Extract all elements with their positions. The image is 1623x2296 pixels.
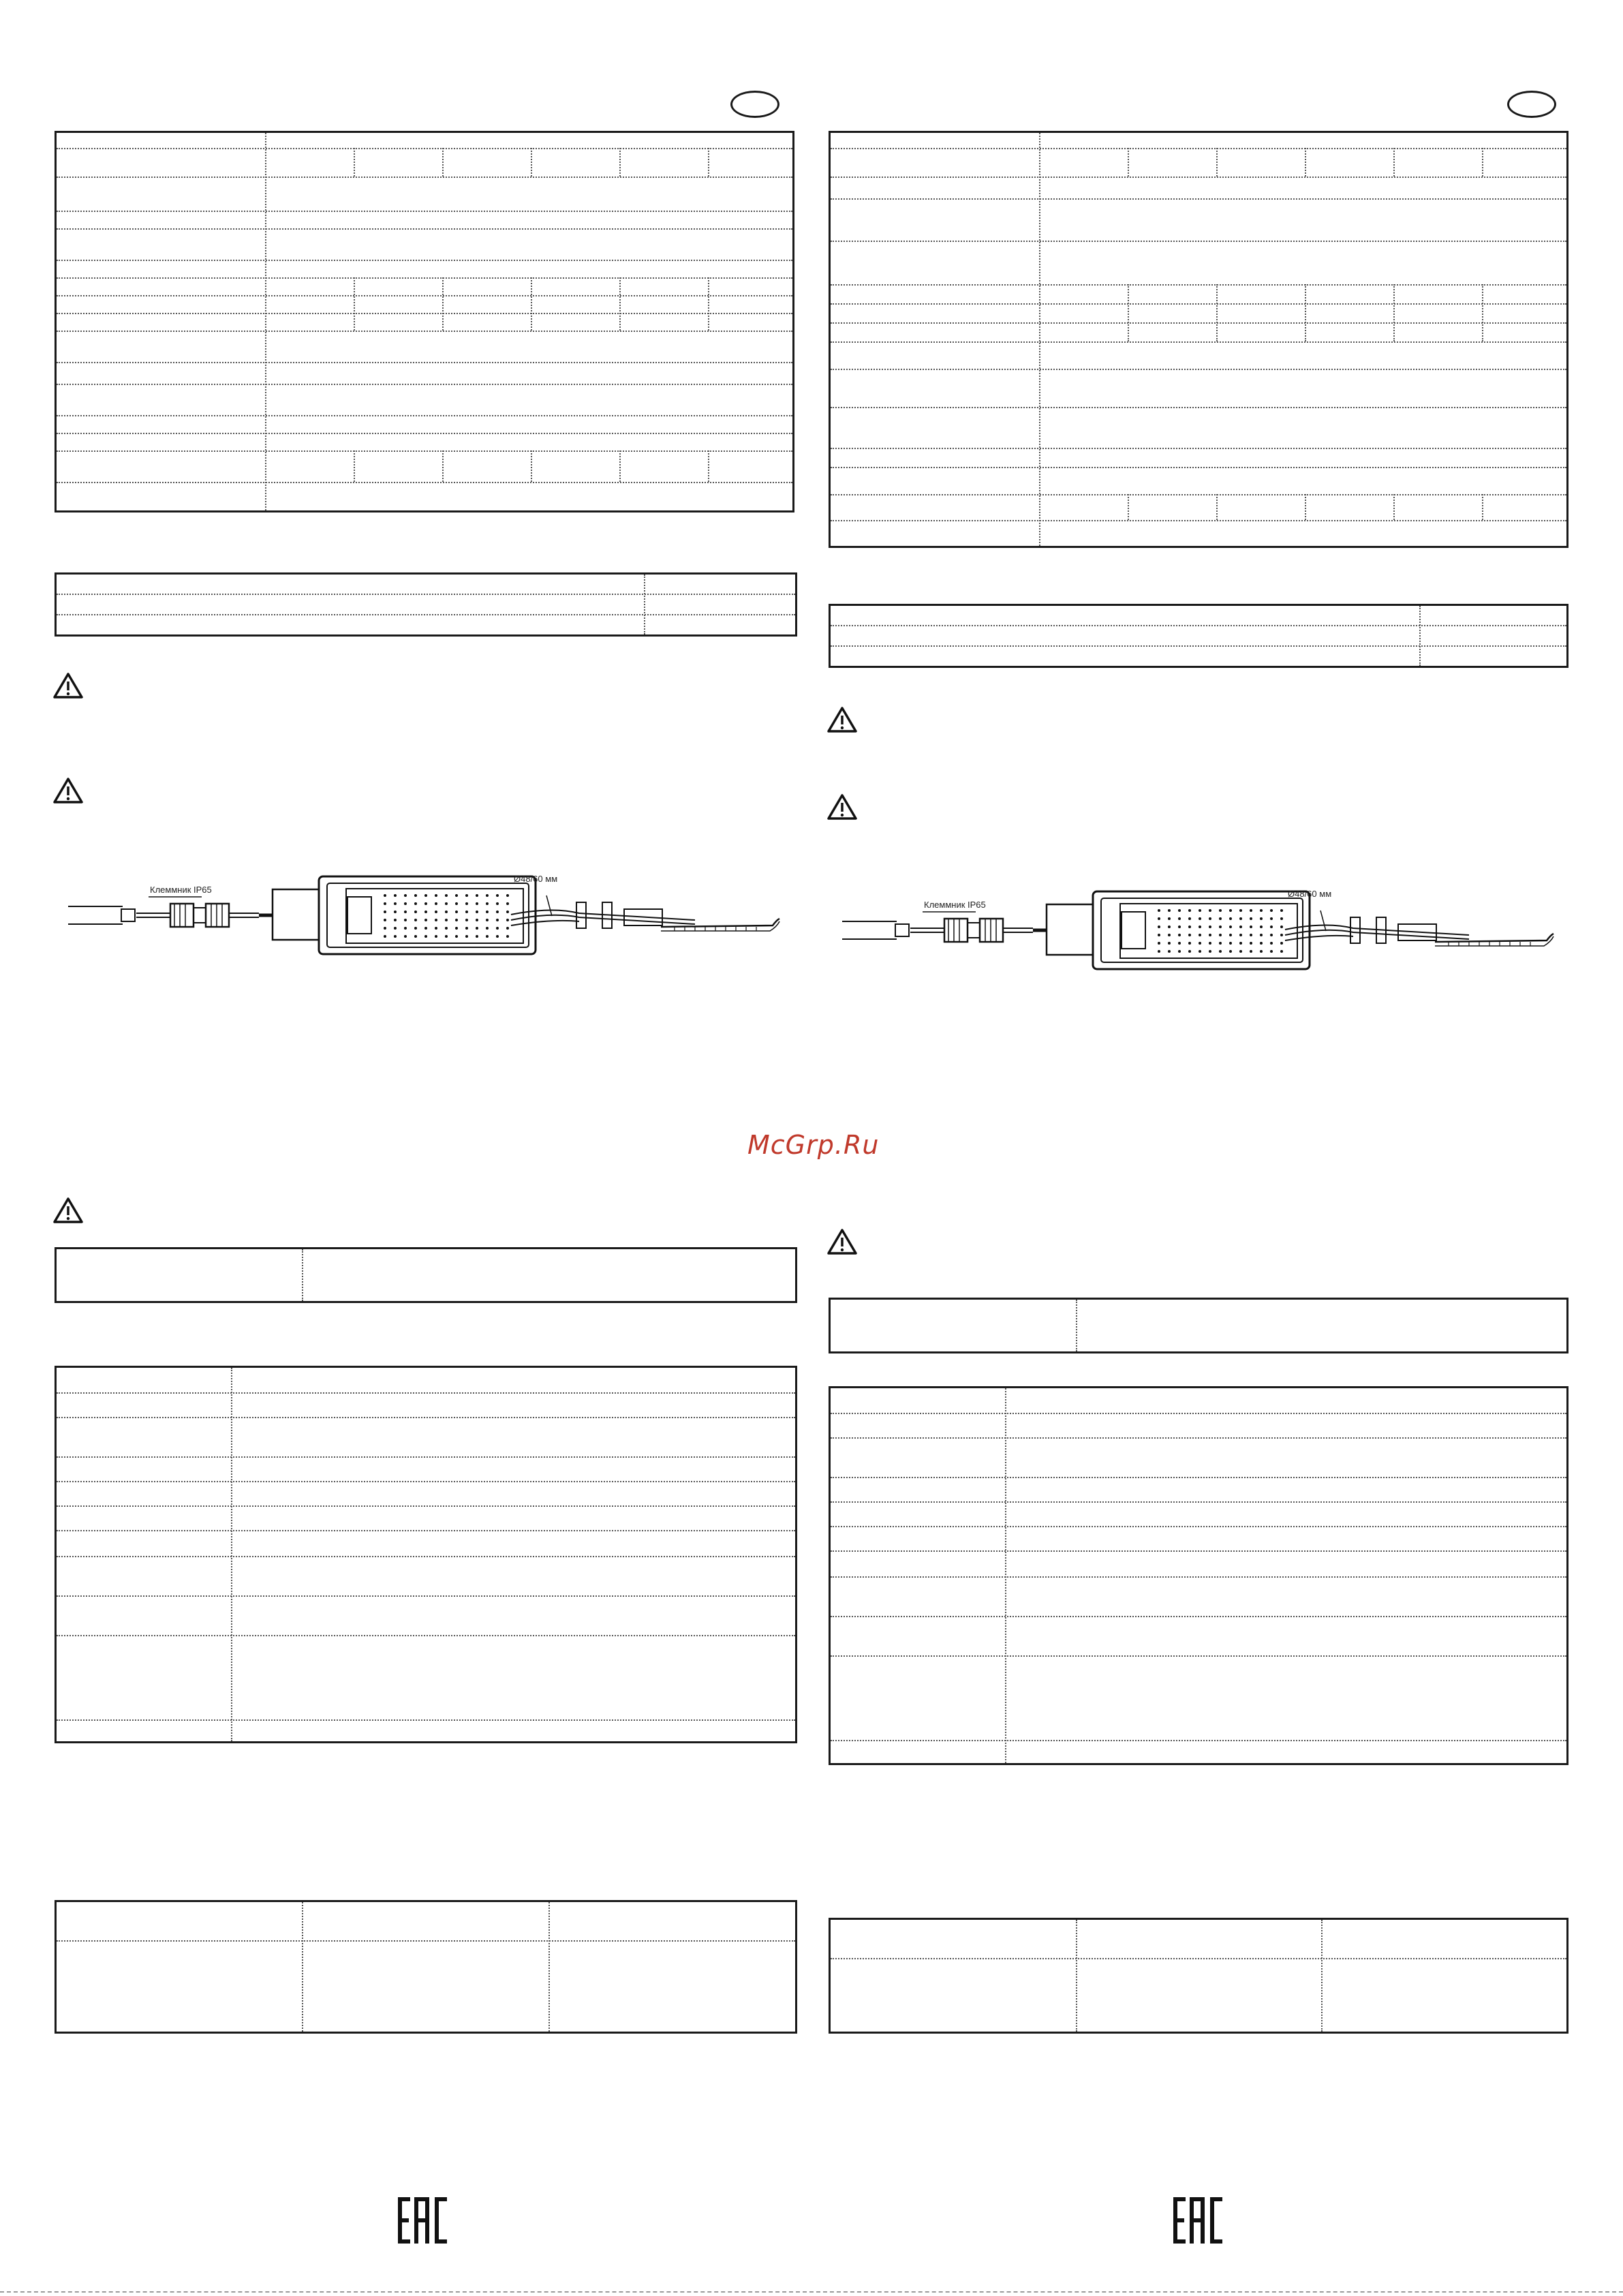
eac-mark-icon [398, 2197, 448, 2244]
warning-triangle-icon [827, 1228, 857, 1255]
bottom-cut-line [0, 2291, 1623, 2293]
eac-mark-icon [1173, 2197, 1224, 2244]
language-badge-left [730, 91, 779, 118]
warranty-table-left [55, 1247, 797, 1303]
stamp-table-left [55, 1900, 797, 2034]
warranty-table-right [829, 1298, 1568, 1353]
spec-table-right [829, 131, 1568, 548]
installation-diagram-left [61, 872, 797, 961]
warning-triangle-icon [827, 793, 857, 821]
language-badge-right [1507, 91, 1556, 118]
installation-diagram-right [835, 887, 1571, 976]
diameter-label: Ø48/60 мм [514, 874, 558, 884]
service-table-left [55, 1366, 797, 1743]
spec-table-left [55, 131, 794, 512]
watermark: McGrp.Ru [747, 1130, 880, 1160]
clamp-label: Клеммник IP65 [150, 885, 212, 895]
service-table-right [829, 1386, 1568, 1765]
package-table-right [829, 604, 1568, 668]
package-table-left [55, 572, 797, 637]
warning-triangle-icon [827, 706, 857, 733]
clamp-label: Клеммник IP65 [924, 900, 986, 910]
diameter-label: Ø48/60 мм [1288, 889, 1332, 899]
warning-triangle-icon [53, 1197, 83, 1224]
stamp-table-right [829, 1918, 1568, 2034]
warning-triangle-icon [53, 672, 83, 699]
warning-triangle-icon [53, 777, 83, 804]
